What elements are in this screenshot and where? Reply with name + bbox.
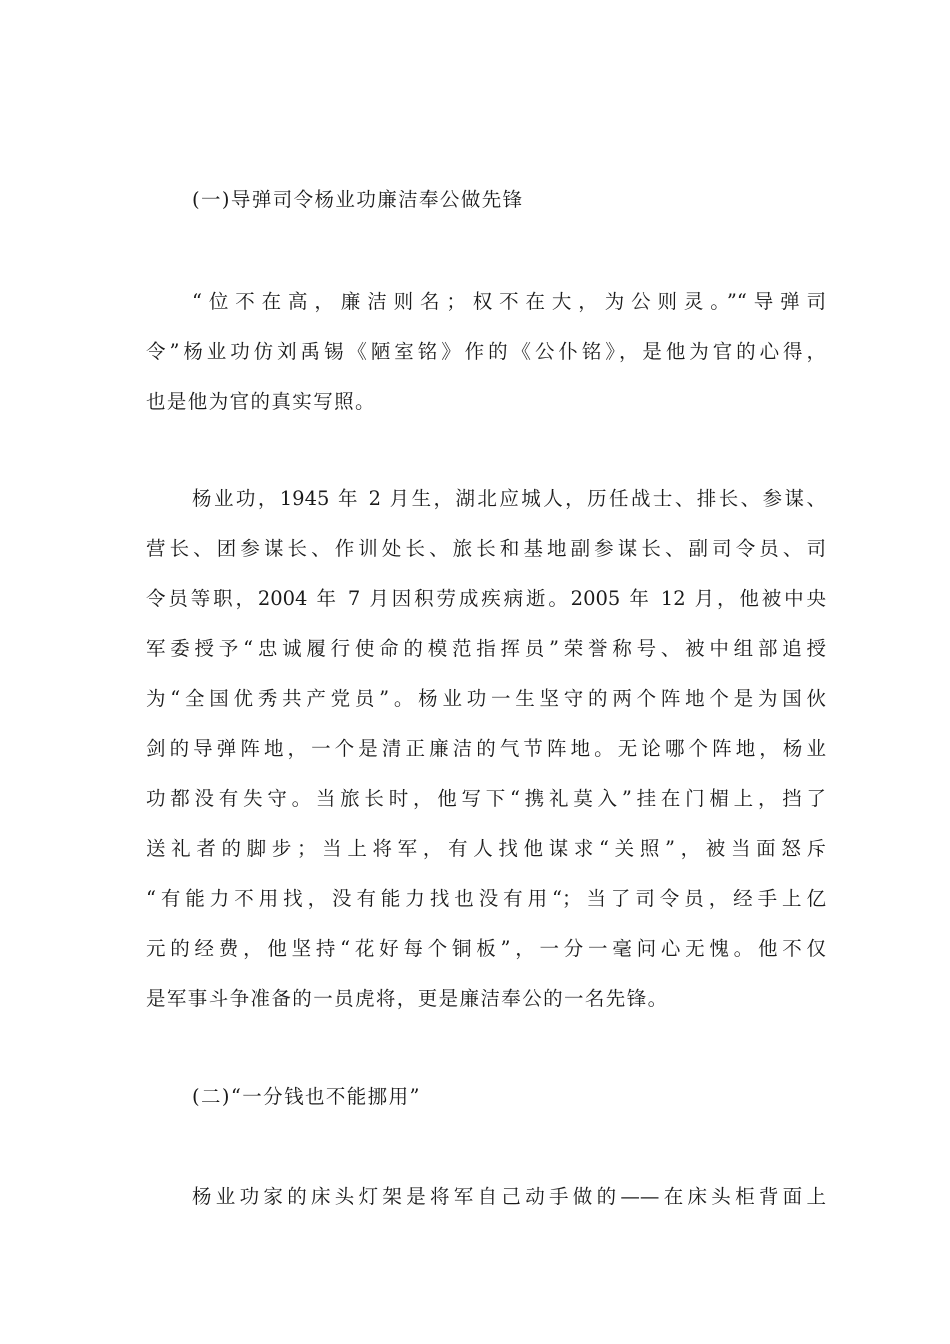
paragraph-2-line-9: “有能力不用找，没有能力找也没有用“；当了司令员，经手上亿 bbox=[146, 887, 826, 910]
paragraph-3-line-1: 杨业功家的床头灯架是将军自己动手做的——在床头柜背面上 bbox=[192, 1185, 826, 1208]
section-heading-2: (二)“一分钱也不能挪用” bbox=[192, 1085, 421, 1108]
paragraph-2-line-8: 送礼者的脚步；当上将军，有人找他谋求“关照”，被当面怒斥 bbox=[146, 837, 826, 860]
paragraph-2-line-4: 军委授予“忠诚履行使命的模范指挥员”荣誉称号、被中组部追授 bbox=[146, 637, 826, 660]
paragraph-2-line-1: 杨业功，1945 年 2 月生，湖北应城人，历任战士、排长、参谋、 bbox=[192, 487, 826, 510]
section-heading-1: (一)导弹司令杨业功廉洁奉公做先锋 bbox=[192, 188, 524, 211]
paragraph-2-line-11: 是军事斗争准备的一员虎将，更是廉洁奉公的一名先锋。 bbox=[146, 987, 669, 1010]
paragraph-2-line-7: 功都没有失守。当旅长时，他写下“携礼莫入”挂在门楣上，挡了 bbox=[146, 787, 826, 810]
paragraph-1-line-2: 令”杨业功仿刘禹锡《陋室铭》作的《公仆铭》，是他为官的心得， bbox=[146, 340, 826, 363]
paragraph-1-line-3: 也是他为官的真实写照。 bbox=[146, 390, 376, 413]
paragraph-2-line-3: 令员等职，2004 年 7 月因积劳成疾病逝。2005 年 12 月，他被中央 bbox=[146, 587, 826, 610]
paragraph-2-line-5: 为“全国优秀共产党员”。杨业功一生坚守的两个阵地个是为国伙 bbox=[146, 687, 826, 710]
paragraph-2-line-2: 营长、团参谋长、作训处长、旅长和基地副参谋长、副司令员、司 bbox=[146, 537, 826, 560]
paragraph-1-line-1: “位不在高，廉洁则名；权不在大，为公则灵。”“导弹司 bbox=[192, 290, 826, 313]
paragraph-2-line-10: 元的经费，他坚持“花好每个铜板”，一分一毫问心无愧。他不仅 bbox=[146, 937, 826, 960]
paragraph-2-line-6: 剑的导弹阵地，一个是清正廉洁的气节阵地。无论哪个阵地，杨业 bbox=[146, 737, 826, 760]
